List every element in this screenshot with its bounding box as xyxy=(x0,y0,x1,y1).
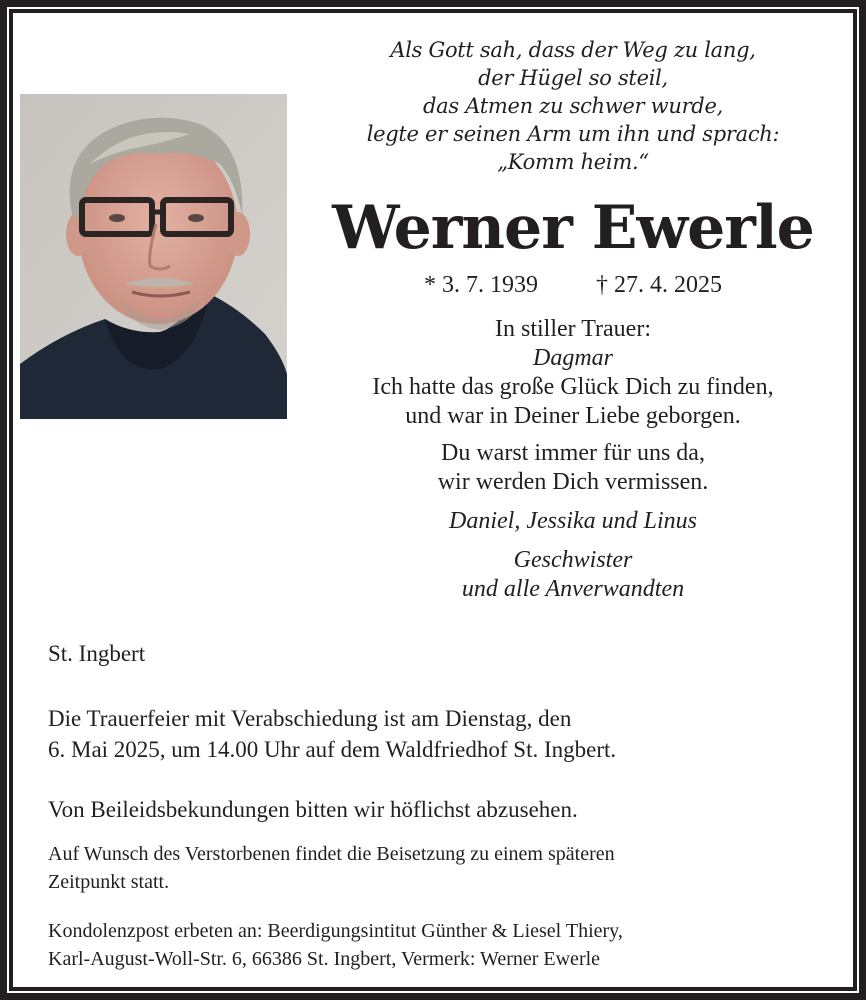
poem-line: Als Gott sah, dass der Weg zu lang, xyxy=(390,38,756,62)
spouse-message-line: Ich hatte das große Glück Dich zu finden, xyxy=(372,374,774,400)
deceased-name: Werner Ewerle xyxy=(332,193,814,263)
obituary-notice xyxy=(13,13,853,987)
portrait-photo xyxy=(20,94,287,419)
birth-date: * 3. 7. 1939 xyxy=(424,272,538,298)
burial-note xyxy=(48,840,848,896)
poem-line: legte er seinen Arm um ihn und sprach: xyxy=(366,122,780,146)
poem-line: das Atmen zu schwer wurde, xyxy=(423,94,723,118)
children-names: Daniel, Jessika und Linus xyxy=(449,508,697,534)
ceremony-line: Die Trauerfeier mit Verabschiedung ist am Dienstag, den xyxy=(48,706,572,731)
portrait-image xyxy=(20,94,287,419)
poem xyxy=(303,36,843,176)
family-message-line: Du warst immer für uns da, xyxy=(441,440,705,466)
mail-line: Karl-August-Woll-Str. 6, 66386 St. Ingbert, Vermerk: Werner Ewerle xyxy=(48,948,601,970)
relatives-line: und alle Anverwandten xyxy=(461,576,685,602)
burial-line: Zeitpunkt statt. xyxy=(48,871,170,893)
poem-line: der Hügel so steil, xyxy=(478,66,668,90)
spouse-message-line: und war in Deiner Liebe geborgen. xyxy=(405,403,741,429)
place: St. Ingbert xyxy=(48,641,146,666)
mail-note xyxy=(48,917,848,973)
condolence-note: Von Beileidsbekundungen bitten wir höflichst abzusehen. xyxy=(48,797,578,822)
relatives-line: Geschwister xyxy=(513,547,633,573)
burial-line: Auf Wunsch des Verstorbenen findet die Beisetzung zu einem späteren xyxy=(48,843,615,865)
life-dates xyxy=(303,270,843,300)
ceremony-info xyxy=(48,703,848,765)
poem-line: „Komm heim.“ xyxy=(497,150,649,174)
death-date: † 27. 4. 2025 xyxy=(596,272,722,298)
ceremony-line: 6. Mai 2025, um 14.00 Uhr auf dem Waldfriedhof St. Ingbert. xyxy=(48,737,617,762)
spouse-name: Dagmar xyxy=(532,345,613,371)
mourners-section xyxy=(303,315,843,604)
family-message-line: wir werden Dich vermissen. xyxy=(437,469,709,495)
mourning-intro: In stiller Trauer: xyxy=(495,316,651,342)
mail-line: Kondolenzpost erbeten an: Beerdigungsintitut Günther & Liesel Thiery, xyxy=(48,920,623,942)
